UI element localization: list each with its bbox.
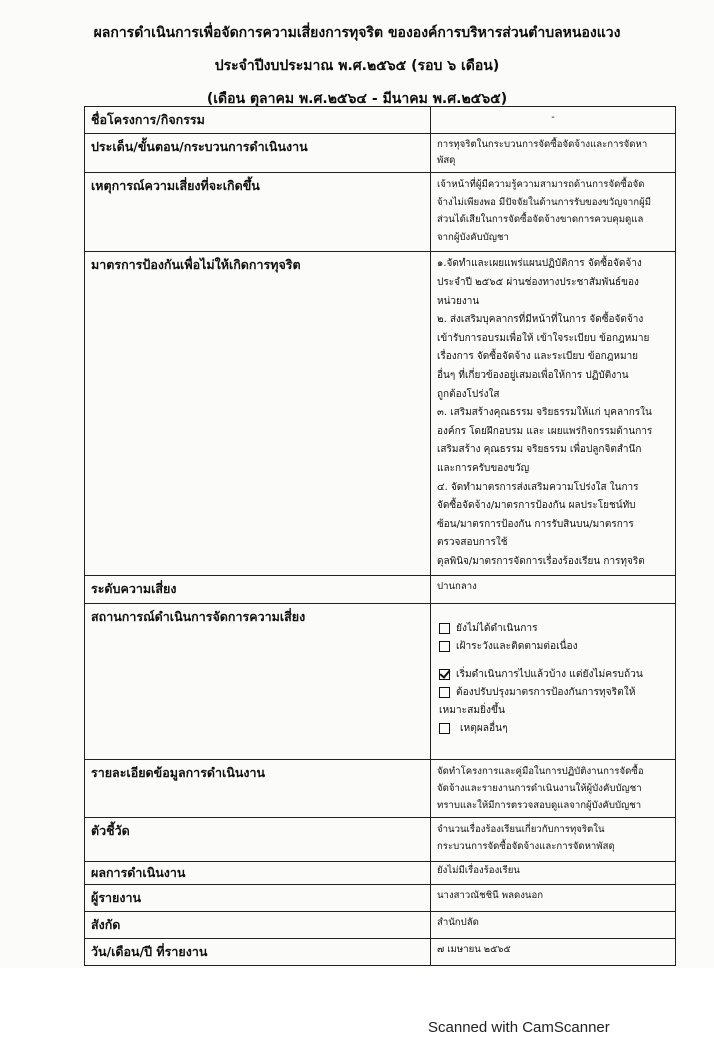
option-label: เหตุผลอื่นๆ bbox=[460, 722, 508, 734]
text-line: จำนวนเรื่องร้องเรียนเกี่ยวกับการทุจริตใน bbox=[437, 823, 605, 835]
value-risk-event bbox=[431, 173, 676, 252]
label-indicator: ตัวชี้วัด bbox=[85, 817, 431, 861]
label-risk-level: ระดับความเสี่ยง bbox=[85, 575, 431, 603]
status-option bbox=[437, 684, 669, 702]
label-issue: ประเด็น/ขั้นตอน/กระบวนการดำเนินงาน bbox=[85, 134, 431, 173]
text-line: ตรวจสอบการใช้ bbox=[437, 537, 508, 549]
text-line: จัดซื้อจัดจ้าง/มาตรการป้องกัน ผลประโยชน์ทับ bbox=[437, 500, 636, 512]
status-option bbox=[437, 638, 669, 656]
option-label: ยังไม่ได้ดำเนินการ bbox=[456, 622, 538, 634]
checkbox-needs-improvement[interactable] bbox=[439, 687, 450, 698]
value-issue bbox=[431, 134, 676, 173]
row-report-date bbox=[85, 938, 676, 965]
value-details bbox=[431, 759, 676, 817]
label-affiliation: สังกัด bbox=[85, 911, 431, 938]
row-affiliation bbox=[85, 911, 676, 938]
text-line: ซ้อน/มาตรการป้องกัน การรับสินบน/มาตรการ bbox=[437, 518, 634, 530]
text-line: เรื่องการ จัดซื้อจัดจ้าง และระเบียบ ข้อกฎหมาย bbox=[437, 351, 639, 363]
value-result: ยังไม่มีเรื่องร้องเรียน bbox=[431, 861, 676, 884]
status-option bbox=[437, 666, 669, 684]
text-line: ทราบและให้มีการตรวจสอบดูแลจากผู้บังคับบัญชา bbox=[437, 799, 642, 811]
text-line: ๓. เสริมสร้างคุณธรรม จริยธรรมให้แก่ บุคลากรใน bbox=[437, 407, 652, 419]
value-affiliation: สำนักปลัด bbox=[431, 911, 676, 938]
value-measures bbox=[431, 252, 676, 575]
text-line: กระบวนการจัดซื้อจัดจ้างและการจัดหาพัสดุ bbox=[437, 840, 615, 852]
text-line: จากผู้บังคับบัญชา bbox=[437, 231, 509, 243]
document-title: ผลการดำเนินการเพื่อจัดการความเสี่ยงการทุจริต ขององค์การบริหารส่วนตำบลหนองแวง bbox=[93, 25, 621, 41]
label-details: รายละเอียดข้อมูลการดำเนินงาน bbox=[85, 759, 431, 817]
row-issue bbox=[85, 134, 676, 173]
text-line: หน่วยงาน bbox=[437, 295, 480, 307]
text-line: และการครับของขวัญ bbox=[437, 462, 530, 474]
text-line: ถูกต้องโปร่งใส bbox=[437, 388, 500, 400]
value-risk-level: ปานกลาง bbox=[431, 575, 676, 603]
row-reporter bbox=[85, 884, 676, 911]
row-details bbox=[85, 759, 676, 817]
option-label: ต้องปรับปรุงมาตรการป้องกันการทุจริตให้ bbox=[456, 686, 636, 698]
label-reporter: ผู้รายงาน bbox=[85, 884, 431, 911]
text-line: การทุจริตในกระบวนการจัดซื้อจัดจ้างและการจัดหา bbox=[437, 139, 648, 150]
row-result bbox=[85, 861, 676, 884]
text-line: ส่วนได้เสียในการจัดซื้อจัดจ้างขาดการควบคุมดูแล bbox=[437, 214, 644, 226]
document-subtitle: ประจำปีงบประมาณ พ.ศ.๒๕๖๕ (รอบ ๖ เดือน) bbox=[214, 58, 500, 74]
status-option-continuation bbox=[437, 702, 669, 720]
row-status bbox=[85, 603, 676, 759]
label-risk-event: เหตุการณ์ความเสี่ยงที่จะเกิดขึ้น bbox=[85, 173, 431, 252]
text-line: อื่นๆ ที่เกี่ยวข้องอยู่เสมอเพื่อให้การ ปฏิบัติงาน bbox=[437, 369, 629, 381]
text-line: ๔. จัดทำมาตรการส่งเสริมความโปร่งใส ในการ bbox=[437, 481, 639, 493]
row-risk-level bbox=[85, 575, 676, 603]
risk-report-table bbox=[84, 106, 676, 966]
checkbox-not-started[interactable] bbox=[439, 623, 450, 634]
value-project: - bbox=[431, 107, 676, 134]
text-line: เข้ารับการอบรมเพื่อให้ เข้าใจระเบียบ ข้อกฎหมาย bbox=[437, 332, 650, 344]
status-option bbox=[437, 620, 669, 638]
row-project bbox=[85, 107, 676, 134]
option-label: เฝ้าระวังและติดตามต่อเนื่อง bbox=[456, 640, 578, 652]
checkbox-monitoring[interactable] bbox=[439, 641, 450, 652]
label-report-date: วัน/เดือน/ปี ที่รายงาน bbox=[85, 938, 431, 965]
text-line: ๑.จัดทำและเผยแพร่แผนปฏิบัติการ จัดซื้อจัดจ้าง bbox=[437, 258, 642, 270]
text-line: จัดทำโครงการและคู่มือในการปฏิบัติงานการจัดซื้อ bbox=[437, 765, 644, 777]
text-line: พัสดุ bbox=[437, 155, 456, 167]
checkbox-partially-started[interactable] bbox=[439, 669, 450, 680]
row-measures bbox=[85, 252, 676, 575]
text-line: จ้างไม่เพียงพอ มีปัจจัยในด้านการรับของขวัญจากผู้มี bbox=[437, 196, 652, 208]
text-line: เจ้าหน้าที่ผู้มีความรู้ความสามารถด้านการจัดซื้อจัด bbox=[437, 179, 645, 191]
text-line: ประจำปี ๒๕๖๕ ผ่านช่องทางประชาสัมพันธ์ของ bbox=[437, 277, 639, 288]
value-indicator bbox=[431, 817, 676, 861]
document-period: (เดือน ตุลาคม พ.ศ.๒๕๖๔ - มีนาคม พ.ศ.๒๕๖๕) bbox=[206, 91, 508, 107]
label-status: สถานการณ์ดำเนินการจัดการความเสี่ยง bbox=[85, 603, 431, 759]
value-report-date: ๗ เมษายน ๒๕๖๕ bbox=[431, 938, 676, 965]
option-label: เริ่มดำเนินการไปแล้วบ้าง แต่ยังไม่ครบถ้วน bbox=[456, 668, 643, 680]
text-line: จัดจ้างและรายงานการดำเนินงานให้ผู้บังคับบัญชา bbox=[437, 782, 642, 794]
text-line: ดุลพินิจ/มาตรการจัดการเรื่องร้องเรียน การทุจริต bbox=[437, 555, 645, 567]
option-label-continuation: เหมาะสมยิ่งขึ้น bbox=[439, 704, 505, 716]
value-status bbox=[431, 603, 676, 759]
checkbox-other-reasons[interactable] bbox=[439, 723, 450, 734]
label-result: ผลการดำเนินงาน bbox=[85, 861, 431, 884]
row-indicator bbox=[85, 817, 676, 861]
text-line: องค์กร โดยฝึกอบรม และ เผยแพร่กิจกรรมด้านการ bbox=[437, 425, 653, 437]
text-line: ๒. ส่งเสริมบุคลากรที่มีหน้าที่ในการ จัดซื้อจัดจ้าง bbox=[437, 314, 644, 326]
row-risk-event bbox=[85, 173, 676, 252]
status-option bbox=[437, 720, 669, 738]
label-measures: มาตรการป้องกันเพื่อไม่ให้เกิดการทุจริต bbox=[85, 252, 431, 575]
label-project: ชื่อโครงการ/กิจกรรม bbox=[85, 107, 431, 134]
camscanner-watermark: Scanned with CamScanner bbox=[428, 1019, 610, 1036]
text-line: เสริมสร้าง คุณธรรม จริยธรรม เพื่อปลูกจิตสำนึก bbox=[437, 444, 642, 456]
value-reporter: นางสาวณัชชินี พลดงนอก bbox=[431, 884, 676, 911]
